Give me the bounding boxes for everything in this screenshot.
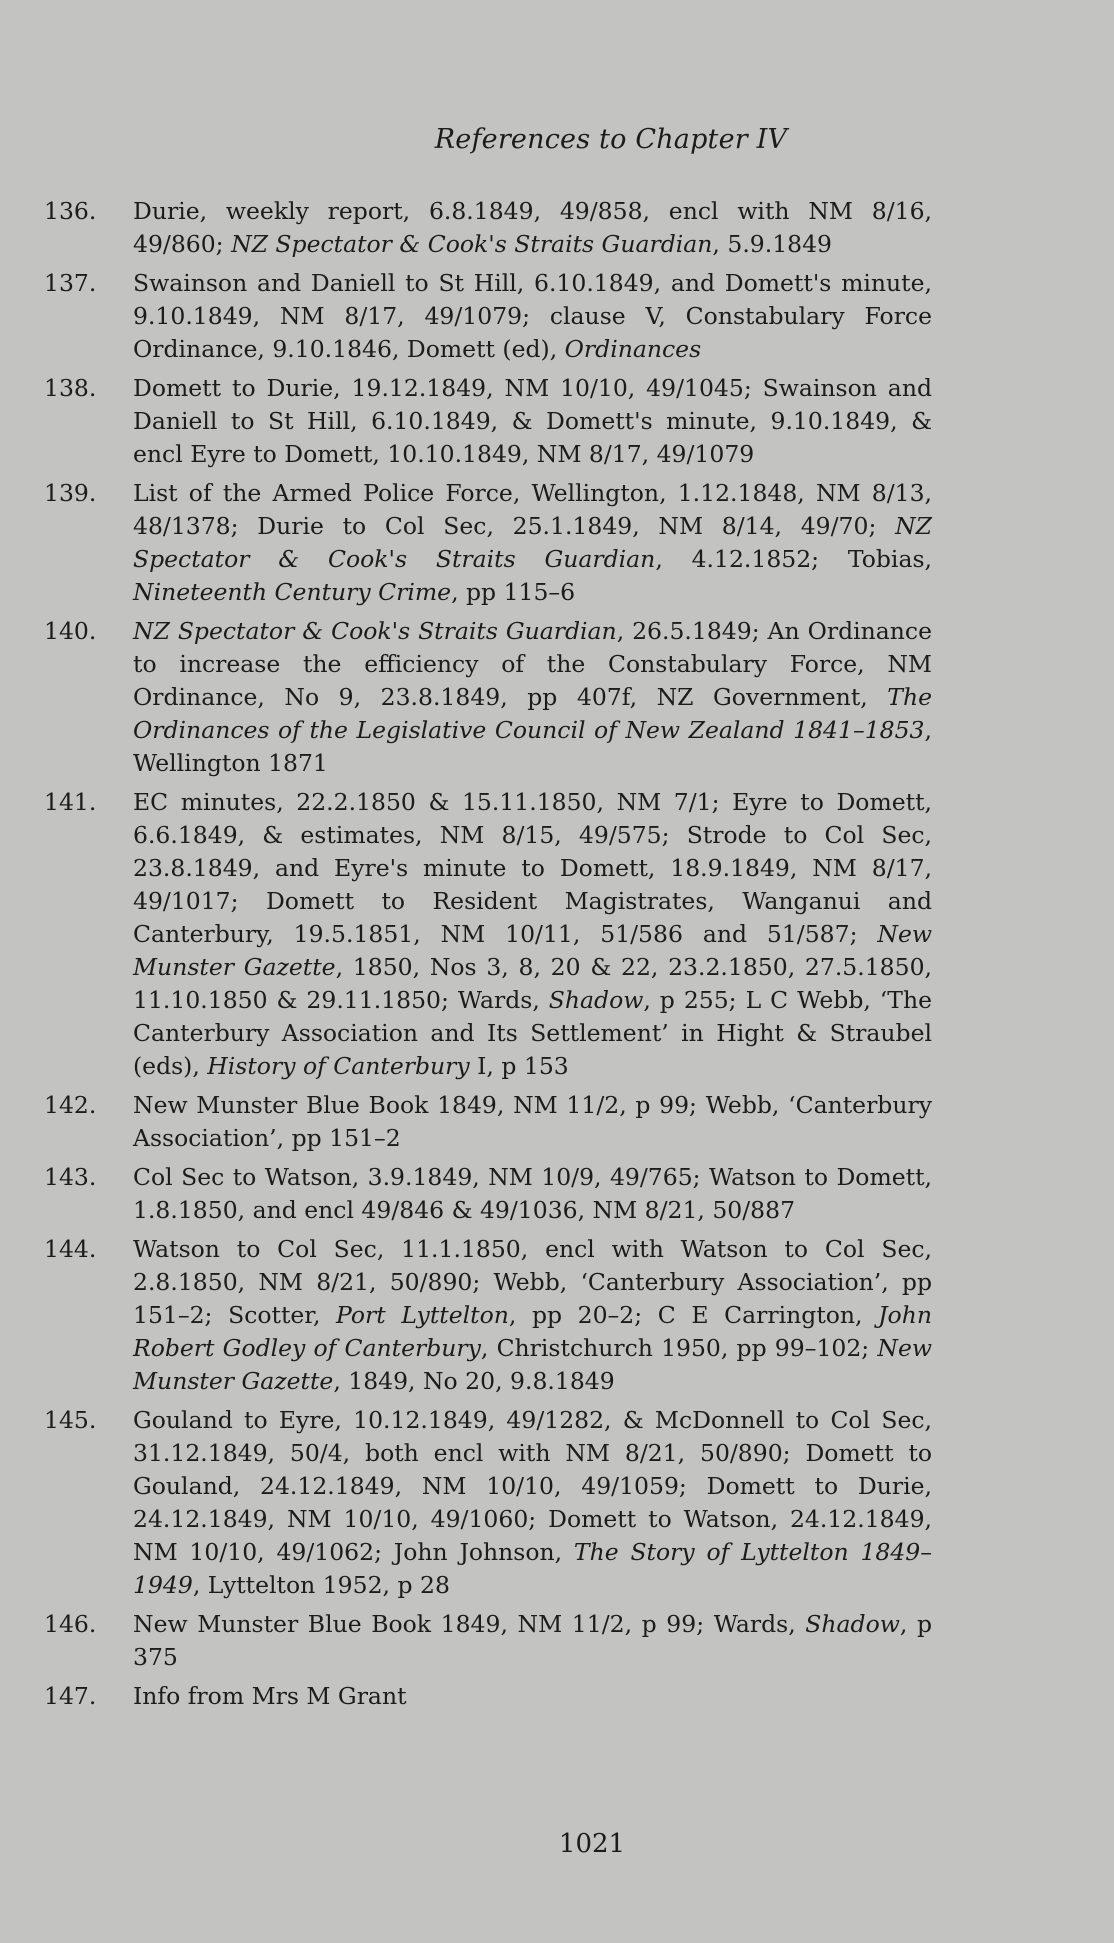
reference-text: New Munster Blue Book 1849, NM 11/2, p 99; Webb, ‘Canterbury Association’, pp 151–2 [133,1091,932,1152]
reference-entry [44,477,932,609]
reference-number: 143. [44,1163,97,1191]
reference-text: Info from Mrs M Grant [133,1682,407,1710]
reference-text: Swainson and Daniell to St Hill, 6.10.1849, and Domett's minute, 9.10.1849, NM 8/17, 49/1079; clause V, Constabulary Force Ordinance, 9.10.1846, Domett (ed), [133,269,932,363]
reference-entry [44,786,932,1083]
reference-text: Durie, weekly report, 6.8.1849, 49/858, encl with NM 8/16, 49/860; [133,197,932,258]
reference-text: Gouland to Eyre, 10.12.1849, 49/1282, & McDonnell to Col Sec, 31.12.1849, 50/4, both encl with NM 8/21, 50/890; Domett to Gouland, 24.12.1849, NM 10/10, 49/1059; Domett to Durie, 24.12.1849, NM 10/10, 49/1060; Domett to Watson, 24.12.1849, NM 10/10, 49/1062; John Johnson, [133,1406,932,1566]
reference-text: Col Sec to Watson, 3.9.1849, NM 10/9, 49/765; Watson to Domett, 1.8.1850, and encl 49/846 & 49/1036, NM 8/21, 50/887 [133,1163,932,1224]
reference-entry [44,1608,932,1674]
cited-title: NZ Spectator & Cook's Straits Guardian [133,512,932,573]
reference-entry [44,1680,932,1713]
reference-number: 139. [44,479,97,507]
reference-number: 136. [44,197,97,225]
reference-text: , Lyttelton 1952, p 28 [192,1571,450,1599]
reference-number: 138. [44,374,97,402]
reference-text: Domett to Durie, 19.12.1849, NM 10/10, 49/1045; Swainson and Daniell to St Hill, 6.10.1849, & Domett's minute, 9.10.1849, & encl Eyre to Domett, 10.10.1849, NM 8/17, 49/1079 [133,374,932,468]
cited-title: New Munster Gazette [133,920,932,981]
cited-title: New Munster Gazette [133,1334,932,1395]
reference-number: 144. [44,1235,97,1263]
reference-text: List of the Armed Police Force, Wellington, 1.12.1848, NM 8/13, 48/1378; Durie to Col Sec, 25.1.1849, NM 8/14, 49/70; [133,479,932,540]
reference-text: New Munster Blue Book 1849, NM 11/2, p 99; Wards, [133,1610,806,1638]
reference-entry [44,195,932,261]
cited-title: Shadow [548,986,644,1014]
reference-text: , 4.12.1852; Tobias, [655,545,932,573]
cited-title: Ordinances [564,335,702,363]
cited-title: NZ Spectator & Cook's Straits Guardian [133,617,617,645]
reference-entry [44,615,932,780]
reference-text: , 1849, No 20, 9.8.1849 [333,1367,615,1395]
reference-text: , 1850, Nos 3, 8, 20 & 22, 23.2.1850, 27.5.1850, 11.10.1850 & 29.11.1850; Wards, [133,953,932,1014]
cited-title: Shadow [805,1610,900,1638]
cited-title: Nineteenth Century Crime [133,578,452,606]
reference-entry [44,372,932,471]
cited-title: John Robert Godley of Canterbury [133,1301,932,1362]
reference-number: 137. [44,269,97,297]
reference-number: 141. [44,788,97,816]
reference-entry [44,267,932,366]
reference-number: 145. [44,1406,97,1434]
reference-text: , 26.5.1849; An Ordinance to increase the efficiency of the Constabulary Force, NM Ordinance, No 9, 23.8.1849, pp 407f, NZ Government, [133,617,932,711]
reference-text: I, p 153 [469,1052,569,1080]
reference-entry [44,1233,932,1398]
running-head: References to Chapter IV [434,124,788,155]
reference-text: , 5.9.1849 [712,230,833,258]
reference-text: , p 255; L C Webb, ‘The Canterbury Association and Its Settlement’ in Hight & Straubel (eds), [133,986,932,1080]
cited-title: The Story of Lyttelton 1849–1949 [133,1538,932,1599]
reference-number: 140. [44,617,97,645]
reference-text: , Wellington 1871 [133,716,932,777]
reference-text: , pp 115–6 [451,578,576,606]
reference-text: EC minutes, 22.2.1850 & 15.11.1850, NM 7/1; Eyre to Domett, 6.6.1849, & estimates, NM 8/15, 49/575; Strode to Col Sec, 23.8.1849, and Eyre's minute to Domett, 18.9.1849, NM 8/17, 49/1017; Domett to Resident Magistrates, Wanganui and Canterbury, 19.5.1851, NM 10/11, 51/586 and 51/587; [133,788,932,948]
reference-list [0,195,1114,1713]
reference-entry [44,1161,932,1227]
cited-title: The Ordinances of the Legislative Council of New Zealand 1841–1853 [133,683,932,744]
cited-title: NZ Spectator & Cook's Straits Guardian [231,230,713,258]
cited-title: Port Lyttelton [336,1301,509,1329]
reference-text: Watson to Col Sec, 11.1.1850, encl with Watson to Col Sec, 2.8.1850, NM 8/21, 50/890; Webb, ‘Canterbury Association’, pp 151–2; Scotter, [133,1235,932,1329]
reference-text: , pp 20–2; C E Carrington, [508,1301,879,1329]
reference-entry [44,1089,932,1155]
cited-title: History of Canterbury [207,1052,470,1080]
reference-number: 147. [44,1682,97,1710]
reference-entry [44,1404,932,1602]
reference-text: , p 375 [133,1610,932,1671]
page-number: 1021 [558,1829,626,1859]
reference-text: , Christchurch 1950, pp 99–102; [480,1334,878,1362]
reference-number: 142. [44,1091,97,1119]
reference-number: 146. [44,1610,97,1638]
